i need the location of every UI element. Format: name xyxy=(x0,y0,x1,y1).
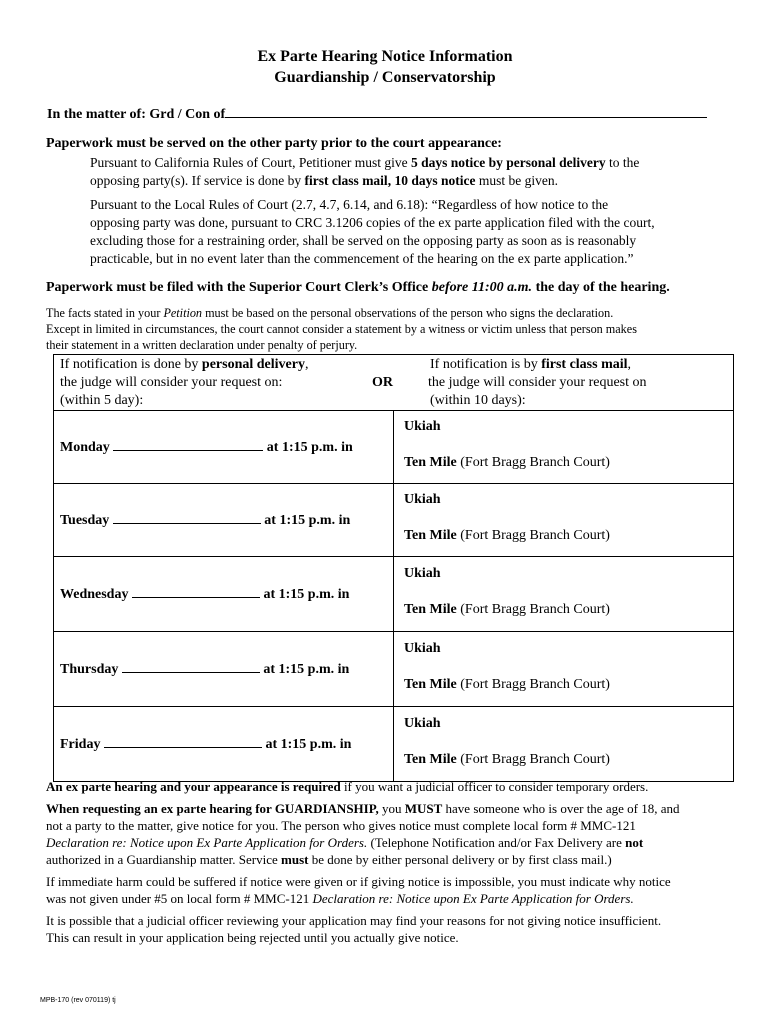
day-label-friday: Friday xyxy=(60,737,101,752)
location-ten-mile: Ten Mile (Fort Bragg Branch Court) xyxy=(404,455,610,470)
local-rule-line3: excluding those for a restraining order, shall be served on the opposing party as soon as is reasonably xyxy=(90,233,637,248)
note-guardianship-line3: Declaration re: Notice upon Ex Parte Application for Orders. (Telephone Notification and/or Fax Delivery are not xyxy=(46,835,644,850)
day-label-monday: Monday xyxy=(60,440,110,455)
location-ten-mile: Ten Mile (Fort Bragg Branch Court) xyxy=(404,602,610,617)
location-ukiah: Ukiah xyxy=(404,716,441,731)
day-label-wednesday: Wednesday xyxy=(60,587,129,602)
personal-delivery-line2: the judge will consider your request on: xyxy=(60,375,283,390)
mail-line1: If notification is by first class mail, xyxy=(430,357,632,372)
service-rule-line1: Pursuant to California Rules of Court, Petitioner must give 5 days notice by personal delivery to the xyxy=(90,155,640,170)
local-rule-line1: Pursuant to the Local Rules of Court (2.7, 4.7, 6.14, and 6.18): “Regardless of how notice to the xyxy=(90,197,609,212)
location-ukiah: Ukiah xyxy=(404,641,441,656)
thursday-locations xyxy=(394,632,734,707)
mail-line3: (within 10 days): xyxy=(430,393,526,408)
thursday-row: Thursday at 1:15 p.m. in xyxy=(60,662,350,677)
friday-locations xyxy=(394,707,734,782)
tuesday-row: Tuesday at 1:15 p.m. in xyxy=(60,513,351,528)
wednesday-date-field[interactable] xyxy=(132,585,260,598)
note-guardianship-line4: authorized in a Guardianship matter. Service must be done by either personal delivery or by first class mail.) xyxy=(46,852,612,867)
note-guardianship-line2: not a party to the matter, give notice for you. The person who gives notice must complete local form # MMC-121 xyxy=(46,818,636,833)
note-immediate-harm-line1: If immediate harm could be suffered if notice were given or if giving notice is impossible, you must indicate why notice xyxy=(46,874,671,889)
facts-line3: their statement in a written declaration under penalty of perjury. xyxy=(46,338,358,352)
friday-cell xyxy=(54,707,394,782)
personal-delivery-line1: If notification is done by personal delivery, xyxy=(60,357,309,372)
monday-row: Monday at 1:15 p.m. in xyxy=(60,440,353,455)
wednesday-locations xyxy=(394,557,734,632)
schedule-header xyxy=(54,355,734,411)
facts-line1: The facts stated in your Petition must be based on the personal observations of the person who signs the declaration. xyxy=(46,306,614,320)
tuesday-date-field[interactable] xyxy=(113,511,261,524)
monday-locations xyxy=(394,411,734,484)
note-insufficient-line1: It is possible that a judicial officer reviewing your application may find your reasons for not giving notice insufficient. xyxy=(46,913,662,928)
thursday-cell xyxy=(54,632,394,707)
wednesday-cell xyxy=(54,557,394,632)
location-ten-mile: Ten Mile (Fort Bragg Branch Court) xyxy=(404,677,610,692)
location-ukiah: Ukiah xyxy=(404,566,441,581)
monday-cell xyxy=(54,411,394,484)
friday-date-field[interactable] xyxy=(104,735,262,748)
location-ukiah: Ukiah xyxy=(404,419,441,434)
document-title: Ex Parte Hearing Notice Information xyxy=(257,48,513,65)
note-guardianship-line1: When requesting an ex parte hearing for GUARDIANSHIP, you MUST have someone who is over the age of 18, and xyxy=(46,801,680,816)
day-label-tuesday: Tuesday xyxy=(60,513,110,528)
note-immediate-harm-line2: was not given under #5 on local form # MMC-121 Declaration re: Notice upon Ex Parte Application for Orders. xyxy=(46,891,634,906)
form-number: MPB-170 (rev 070119) tj xyxy=(40,997,116,1004)
service-heading: Paperwork must be served on the other party prior to the court appearance: xyxy=(46,136,502,151)
matter-label: In the matter of: Grd / Con of xyxy=(47,107,226,122)
filing-deadline: Paperwork must be filed with the Superior Court Clerk’s Office before 11:00 a.m. the day of the hearing. xyxy=(46,280,670,295)
document-subtitle: Guardianship / Conservatorship xyxy=(274,69,496,86)
location-ukiah: Ukiah xyxy=(404,492,441,507)
matter-name-field[interactable] xyxy=(225,105,707,118)
mail-line2: the judge will consider your request on xyxy=(428,375,647,390)
personal-delivery-line3: (within 5 day): xyxy=(60,393,144,408)
tuesday-cell xyxy=(54,484,394,557)
location-ten-mile: Ten Mile (Fort Bragg Branch Court) xyxy=(404,528,610,543)
note-appearance-required: An ex parte hearing and your appearance is required if you want a judicial officer to consider temporary orders. xyxy=(46,779,649,794)
local-rule-line2: opposing party was done, pursuant to CRC 3.1206 copies of the ex parte application filed with the court, xyxy=(90,215,655,230)
note-insufficient-line2: This can result in your application being rejected until you actually give notice. xyxy=(46,930,459,945)
day-label-thursday: Thursday xyxy=(60,662,119,677)
tuesday-locations xyxy=(394,484,734,557)
or-label: OR xyxy=(372,375,393,390)
facts-line2: Except in limited in circumstances, the court cannot consider a statement by a witness or victim unless that person makes xyxy=(46,322,637,336)
friday-row: Friday at 1:15 p.m. in xyxy=(60,737,352,752)
hearing-schedule-table xyxy=(53,354,734,782)
location-ten-mile: Ten Mile (Fort Bragg Branch Court) xyxy=(404,752,610,767)
thursday-date-field[interactable] xyxy=(122,660,260,673)
service-rule-line2: opposing party(s). If service is done by first class mail, 10 days notice must be given. xyxy=(90,173,558,188)
monday-date-field[interactable] xyxy=(113,438,263,451)
wednesday-row: Wednesday at 1:15 p.m. in xyxy=(60,587,350,602)
matter-line xyxy=(47,105,707,123)
local-rule-line4: practicable, but in no event later than the commencement of the hearing on the ex parte application.” xyxy=(90,251,634,266)
